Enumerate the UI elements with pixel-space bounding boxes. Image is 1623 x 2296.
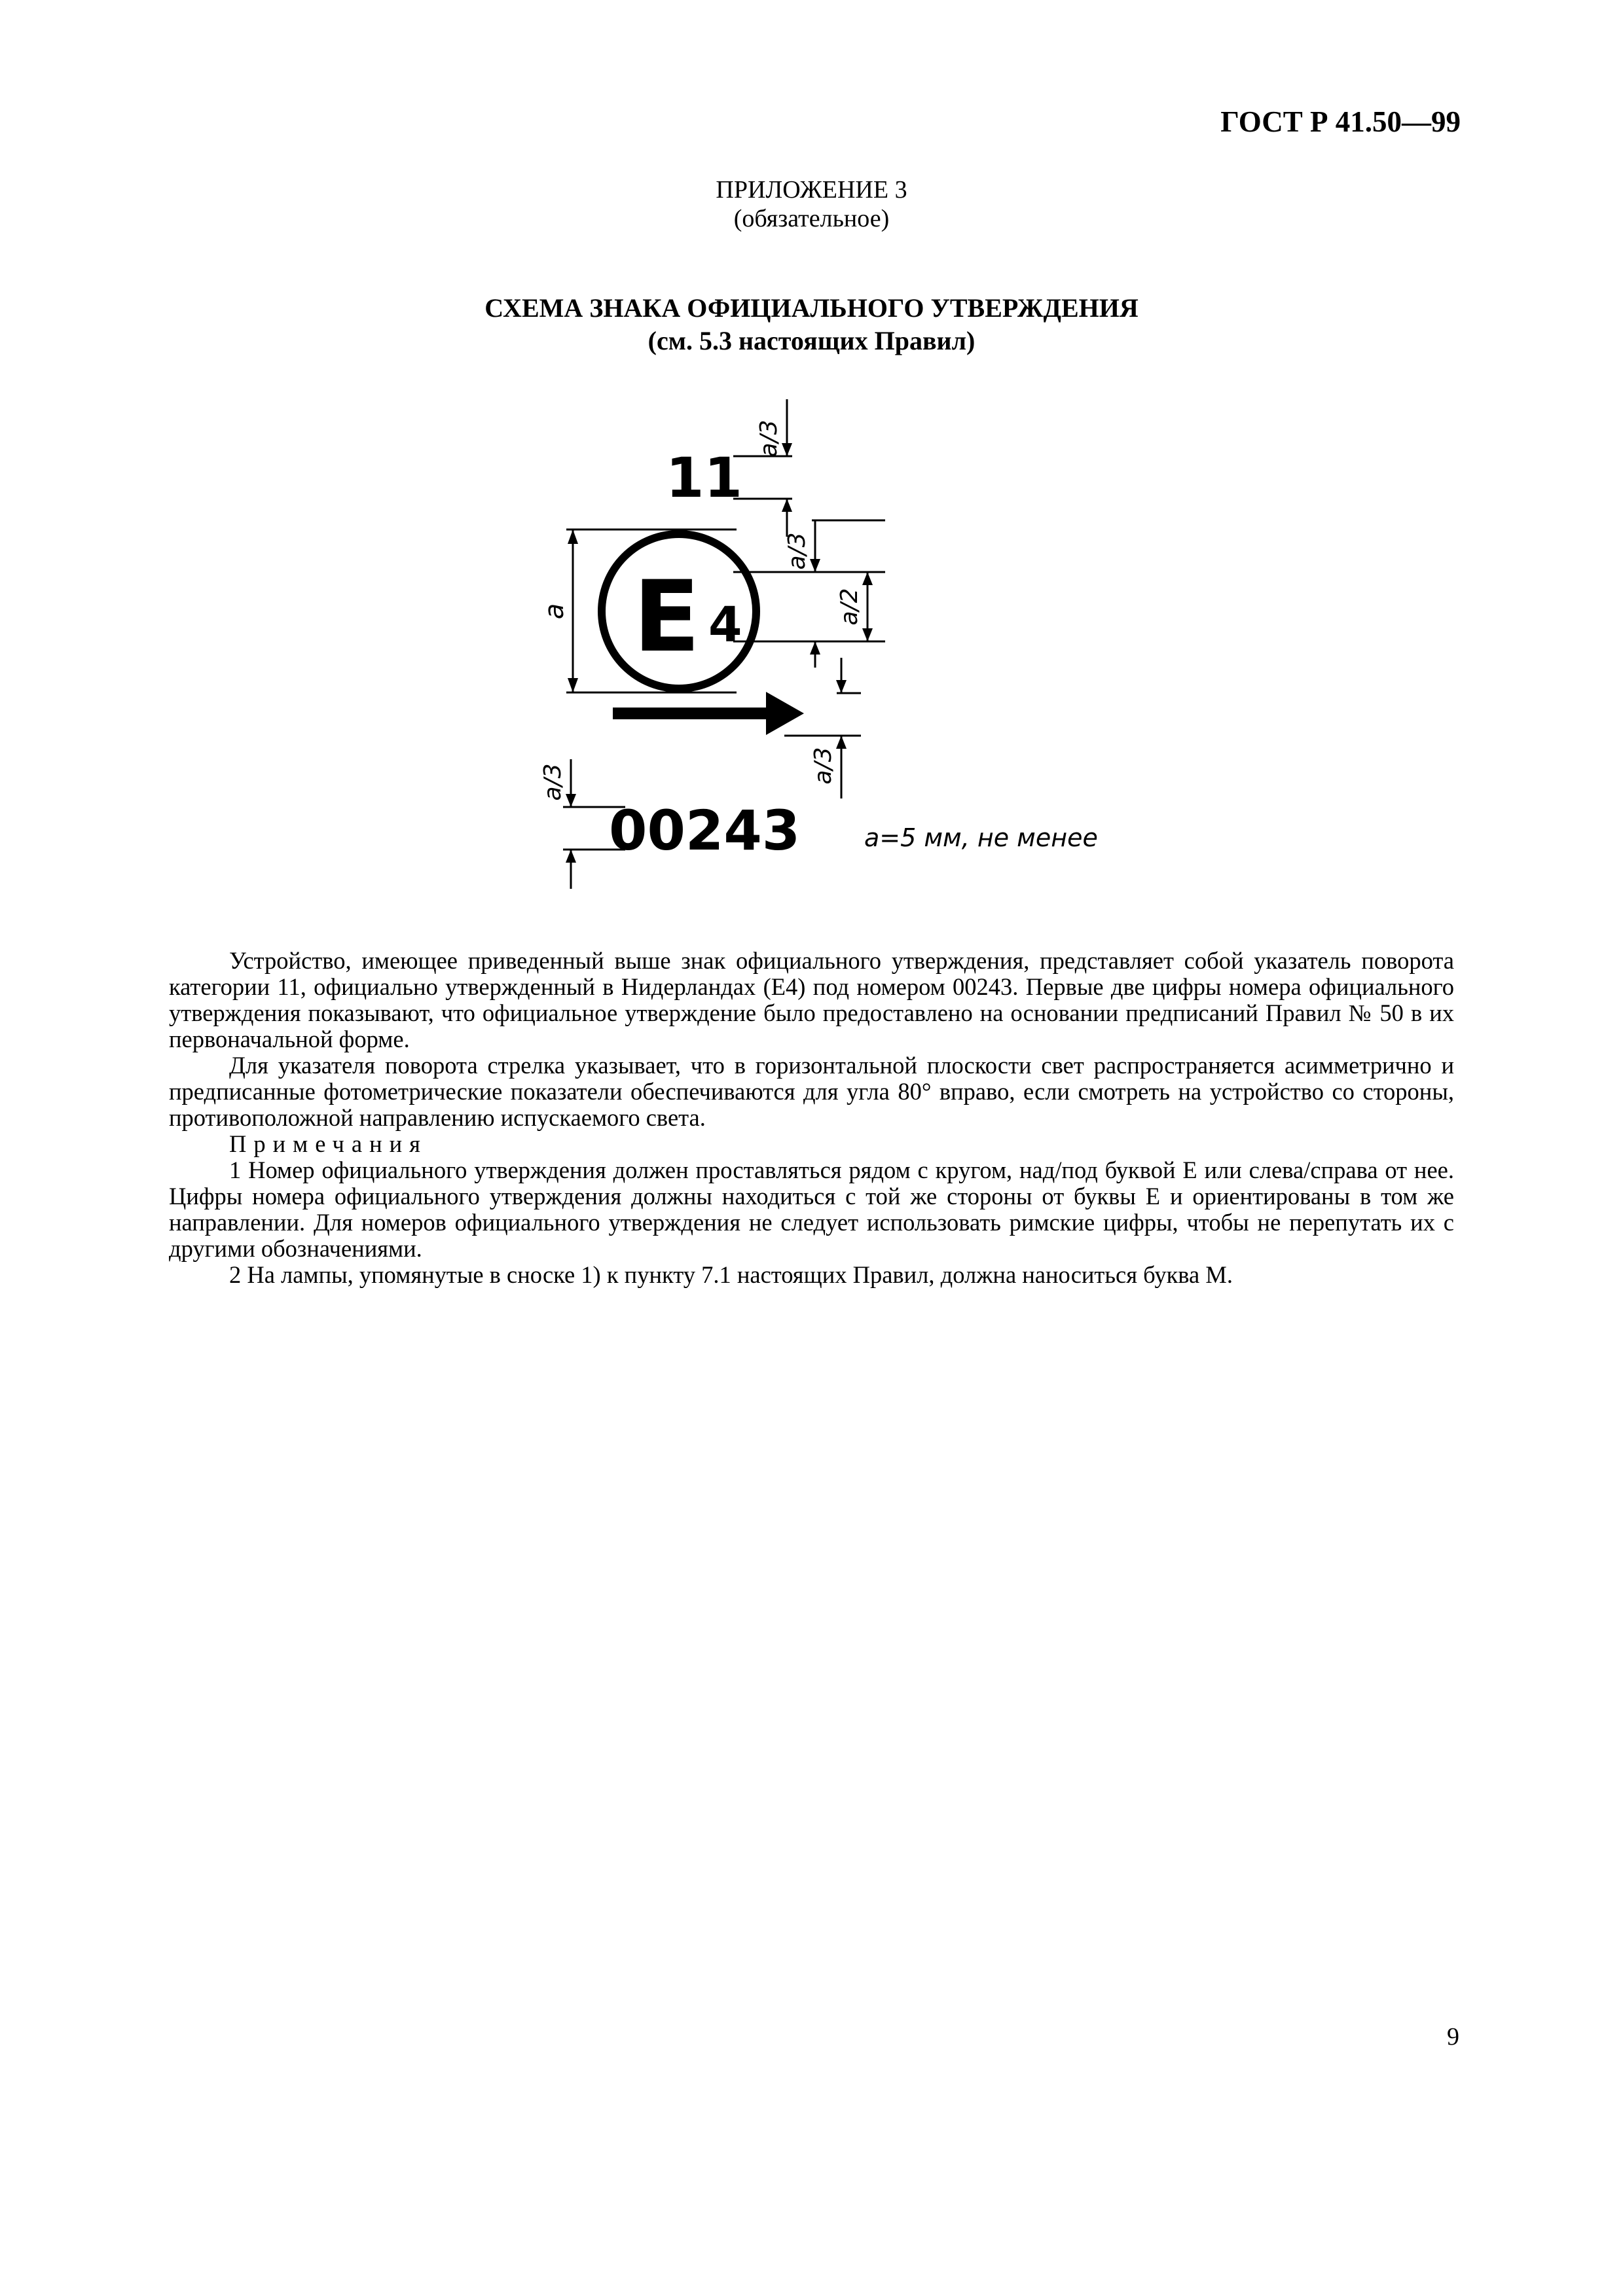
dim-label-top-a3: a/3 — [756, 420, 782, 457]
paragraph-2: Для указателя поворота стрелка указывает, что в горизонтальной плоскости свет распространяется асимметрично и предписанные фотометрические показатели обеспечиваются для угла 80° вправо, если смотреть на устройство со стороны, противоположной направлению испускаемого света. — [169, 1052, 1454, 1131]
body-text — [169, 948, 1454, 1288]
country-number: 4 — [708, 597, 742, 653]
appendix-label: ПРИЛОЖЕНИЕ 3 — [716, 176, 907, 204]
standard-code: ГОСТ Р 41.50—99 — [1220, 105, 1461, 138]
dim-label-arrow-a3: a/3 — [810, 747, 837, 785]
title-line-1: СХЕМА ЗНАКА ОФИЦИАЛЬНОГО УТВЕРЖДЕНИЯ — [484, 293, 1139, 323]
dim-label-a2: a/2 — [836, 588, 863, 626]
page-title — [0, 292, 1623, 357]
appendix-kind: (обязательное) — [733, 205, 890, 232]
note-2: 2 На лампы, упомянутые в сноске 1) к пункту 7.1 настоящих Правил, должна наноситься буква М. — [229, 1261, 1233, 1288]
mark-letter: E — [633, 560, 701, 674]
arrow-right-icon — [613, 692, 804, 735]
appendix-heading — [0, 175, 1623, 233]
approval-mark-diagram — [511, 380, 1165, 903]
notes-heading: Примечания — [229, 1130, 428, 1157]
dim-label-right-a3: a/3 — [784, 532, 811, 570]
approval-number: 00243 — [609, 798, 801, 863]
category-number: 11 — [666, 446, 742, 510]
paragraph-1: Устройство, имеющее приведенный выше знак официального утверждения, представляет собой указатель поворота категории 11, официально утвержденный в Нидерландах (Е4) под номером 00243. Первые две цифры номера официального утверждения показывают, что официальное утверждение было предоставлено на основании предписаний Правил № 50 в их первоначальной форме. — [169, 947, 1454, 1052]
dim-label-bottom-a3: a/3 — [539, 763, 566, 801]
page-number: 9 — [1447, 2023, 1459, 2051]
title-line-2: (см. 5.3 настоящих Правил) — [647, 326, 976, 355]
size-note: a=5 мм, не менее — [864, 823, 1098, 852]
note-1: 1 Номер официального утверждения должен проставляться рядом с кругом, над/под буквой Е или слева/справа от нее. Цифры номера официального утверждения должны находиться с той же стороны от буквы Е и ориентированы в том же направлении. Для номеров официального утверждения не следует использовать римские цифры, чтобы не перепутать их с другими обозначениями. — [169, 1157, 1454, 1262]
dim-label-a: a — [539, 603, 570, 620]
